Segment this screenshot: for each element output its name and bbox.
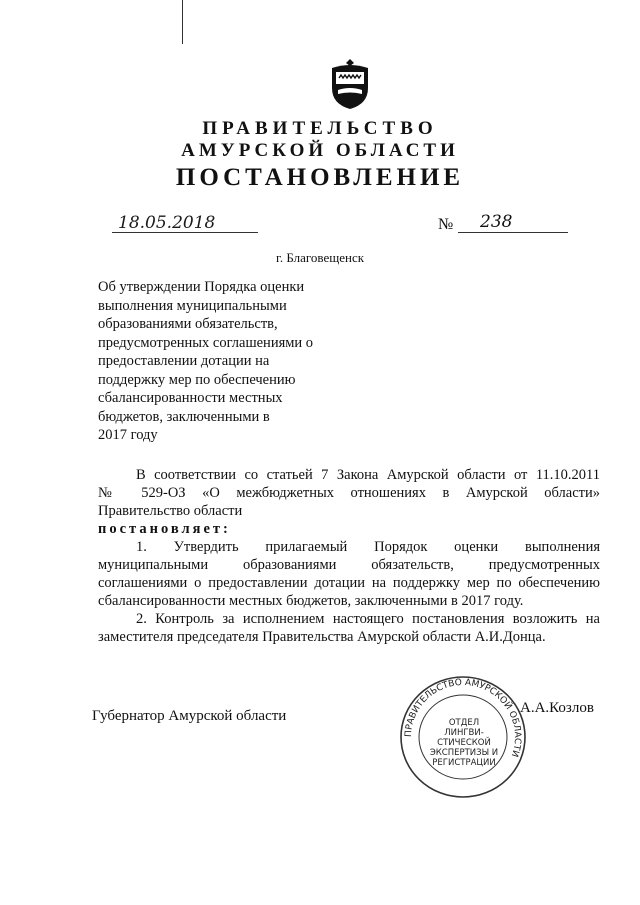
doc-type-title: ПОСТАНОВЛЕНИЕ	[175, 164, 465, 191]
city: г. Благовещенск	[275, 250, 365, 265]
intro-line: Правительство области	[98, 503, 243, 519]
body-text	[98, 466, 600, 646]
subject-line: поддержку мер по обеспечению	[98, 371, 296, 388]
signatory-name: А.А.Козлов	[520, 700, 594, 716]
decree-word: постановляет:	[98, 521, 231, 537]
stamp-line: СТИЧЕСКОЙ	[437, 738, 491, 748]
item2-line: заместителя председателя Правительства Амурской области А.И.Донца.	[98, 629, 546, 645]
org-name-line1: ПРАВИТЕЛЬСТВО	[202, 118, 438, 139]
margin-line	[182, 0, 183, 44]
stamp-line: ЛИНГВИ-	[444, 728, 484, 738]
intro-line: № 529-ОЗ «О межбюджетных отношениях в Амурской области»	[98, 485, 600, 501]
subject-line: Об утверждении Порядка оценки	[98, 279, 305, 295]
stamp-ring-text: ПРАВИТЕЛЬСТВО АМУРСКОЙ ОБЛАСТИ	[403, 677, 523, 759]
coat-of-arms-icon	[328, 58, 372, 110]
subject-line: предоставлении дотации на	[98, 353, 270, 369]
item1-line: муниципальными образованиями обязательств, предусмотренных	[98, 557, 600, 573]
subject-line: сбалансированности местных	[98, 390, 283, 406]
subject-line: образованиями обязательств,	[98, 316, 278, 332]
stamp-line: ОТДЕЛ	[448, 718, 480, 728]
stamp-center-text	[420, 718, 508, 768]
subject-line: предусмотренных соглашениями о	[98, 334, 314, 351]
subject-line: 2017 году	[98, 427, 158, 443]
number-label: №	[438, 216, 454, 233]
item2-line: 2. Контроль за исполнением настоящего постановления возложить на	[136, 611, 600, 627]
stamp-line: РЕГИСТРАЦИИ	[432, 758, 496, 768]
item1-line: 1. Утвердить прилагаемый Порядок оценки выполнения	[136, 539, 600, 555]
document-number: 238	[480, 212, 513, 232]
org-name-line2: АМУРСКОЙ ОБЛАСТИ	[181, 140, 459, 161]
item1-line: сбалансированности местных бюджетов, заключенными в 2017 году.	[98, 593, 524, 609]
subject-line: бюджетов, заключенными в	[98, 408, 270, 425]
subject-block	[98, 278, 348, 445]
intro-line: В соответствии со статьей 7 Закона Амурской области от 11.10.2011	[136, 467, 600, 483]
document-date: 18.05.2018	[118, 213, 216, 233]
date-underline	[112, 232, 258, 233]
stamp-line: ЭКСПЕРТИЗЫ И	[429, 748, 499, 758]
subject-line: выполнения муниципальными	[98, 297, 287, 314]
number-underline	[458, 232, 568, 233]
item1-line: соглашениями о предоставлении дотации на поддержку мер по обеспечению	[98, 575, 600, 591]
signatory-position: Губернатор Амурской области	[92, 708, 287, 724]
